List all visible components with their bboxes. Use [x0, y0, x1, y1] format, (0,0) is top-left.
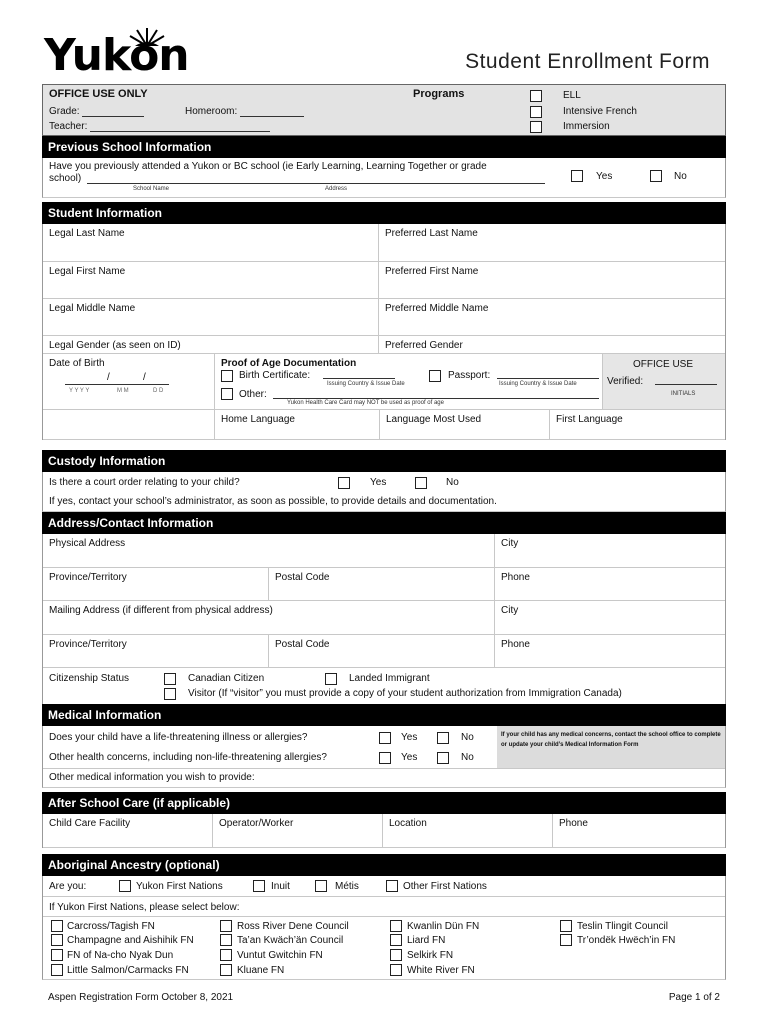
- fn-carcross-tagish-checkbox[interactable]: [51, 920, 63, 932]
- medical-section: Does your child have a life-threatening illness or allergies? Yes No Other health concerns, including non-life-threatening allergies? Yes No If your child has any medical concerns, contact the school office to complete or update your child’s Medical Information Form Other medical information you wish to provide:: [42, 726, 726, 788]
- footer-page-number: Page 1 of 2: [668, 992, 720, 1003]
- mailing-city-field[interactable]: City: [501, 605, 519, 616]
- phone-field[interactable]: Phone: [501, 572, 530, 583]
- birth-certificate-label: Birth Certificate:: [239, 370, 311, 381]
- other-proof-label: Other:: [239, 389, 267, 400]
- immersion-checkbox[interactable]: [530, 121, 542, 133]
- medical-q2-no-checkbox[interactable]: [437, 752, 449, 764]
- office-use-verify-title: OFFICE USE: [633, 359, 694, 370]
- after-school-phone-field[interactable]: Phone: [559, 818, 588, 829]
- fn-little-salmon-carmacks-checkbox[interactable]: [51, 964, 63, 976]
- legal-first-name-field[interactable]: Legal First Name: [43, 262, 379, 298]
- mailing-address-field[interactable]: Mailing Address (if different from physical address): [43, 601, 495, 634]
- form-header: [42, 28, 728, 82]
- proof-of-age-title: Proof of Age Documentation: [221, 358, 357, 369]
- address-caption: Address: [325, 186, 348, 192]
- fn-teslin-tlingit-checkbox[interactable]: [560, 920, 572, 932]
- programs-label: Programs: [413, 88, 465, 100]
- previous-school-field[interactable]: [87, 183, 545, 184]
- fn-kluane-checkbox[interactable]: [220, 964, 232, 976]
- passport-label: Passport:: [448, 370, 491, 381]
- legal-last-name-field[interactable]: Legal Last Name: [43, 224, 379, 261]
- verified-initials-field[interactable]: [655, 384, 717, 385]
- other-medical-label: Other medical information you wish to provide:: [49, 772, 255, 783]
- fn-trondek-hwechin-checkbox[interactable]: [560, 934, 572, 946]
- preferred-first-name-field[interactable]: Preferred First Name: [385, 266, 479, 277]
- canadian-citizen-checkbox[interactable]: [164, 673, 176, 685]
- office-use-section: OFFICE USE ONLY Grade: Homeroom: Teacher: Programs ELL Intensive French Immersion: [42, 84, 726, 136]
- form-title: Student Enrollment Form: [465, 50, 710, 73]
- language-most-used-field[interactable]: Language Most Used: [380, 410, 550, 439]
- fn-liard-checkbox[interactable]: [390, 934, 402, 946]
- preferred-gender-field[interactable]: Preferred Gender: [385, 340, 463, 351]
- grade-field[interactable]: [82, 107, 144, 117]
- birth-certificate-checkbox[interactable]: [221, 370, 233, 382]
- teacher-field[interactable]: [90, 122, 270, 132]
- after-school-header: After School Care (if applicable): [42, 792, 726, 814]
- footer-form-date: Aspen Registration Form October 8, 2021: [48, 992, 234, 1003]
- fn-kwanlin-dun-checkbox[interactable]: [390, 920, 402, 932]
- custody-section: [42, 472, 726, 512]
- operator-worker-field[interactable]: Operator/Worker: [213, 814, 383, 847]
- ell-checkbox[interactable]: [530, 90, 542, 102]
- homeroom-field[interactable]: [240, 107, 304, 117]
- student-row-first-name: [43, 262, 725, 299]
- previous-school-yes-label: Yes: [596, 171, 613, 182]
- aboriginal-header: Aboriginal Ancestry (optional): [42, 854, 726, 876]
- page-footer: [48, 992, 720, 1003]
- mailing-postal-code-field[interactable]: Postal Code: [269, 635, 495, 667]
- location-field[interactable]: Location: [383, 814, 553, 847]
- child-care-facility-field[interactable]: Child Care Facility: [43, 814, 213, 847]
- custody-no-checkbox[interactable]: [415, 477, 427, 489]
- fn-na-cho-nyak-dun-checkbox[interactable]: [51, 949, 63, 961]
- passport-field[interactable]: [497, 378, 599, 379]
- enrollment-form: [42, 84, 726, 980]
- grade-label: Grade:: [49, 106, 80, 117]
- intensive-french-checkbox[interactable]: [530, 106, 542, 118]
- after-school-section: [42, 814, 726, 848]
- student-row-languages: [43, 410, 725, 440]
- metis-checkbox[interactable]: [315, 880, 327, 892]
- passport-checkbox[interactable]: [429, 370, 441, 382]
- yukon-first-nations-checkbox[interactable]: [119, 880, 131, 892]
- visitor-checkbox[interactable]: [164, 688, 176, 700]
- select-first-nation-label: If Yukon First Nations, please select below:: [49, 902, 240, 913]
- medical-note: If your child has any medical concerns, contact the school office to complete or update your child’s Medical Information Form: [497, 726, 725, 768]
- teacher-label: Teacher:: [49, 121, 88, 132]
- fn-white-river-checkbox[interactable]: [390, 964, 402, 976]
- landed-immigrant-checkbox[interactable]: [325, 673, 337, 685]
- dob-slash-2: /: [143, 372, 146, 383]
- legal-gender-field[interactable]: Legal Gender (as seen on ID): [43, 336, 379, 353]
- medical-q1-yes-checkbox[interactable]: [379, 732, 391, 744]
- proof-of-age-cell: Proof of Age Documentation Birth Certificate: Issuing Country & Issue Date Passport: Issuing Country & Issue Date Other: Yukon Health Care Card may NOT be used as proof of age: [215, 354, 603, 409]
- preferred-middle-name-field[interactable]: Preferred Middle Name: [385, 303, 489, 314]
- previous-school-yes-checkbox[interactable]: [571, 170, 583, 182]
- healthcard-note: Yukon Health Care Card may NOT be used as proof of age: [287, 400, 444, 406]
- landed-immigrant-label: Landed Immigrant: [349, 673, 430, 684]
- homeroom-label: Homeroom:: [185, 106, 238, 117]
- student-info-header: Student Information: [42, 202, 726, 224]
- office-use-verify-cell: OFFICE USE Verified: INITIALS: [603, 354, 725, 409]
- home-language-field[interactable]: Home Language: [215, 410, 380, 439]
- previous-school-question: Have you previously attended a Yukon or BC school (ie Early Learning, Learning Together or grade: [49, 161, 487, 172]
- medical-header: Medical Information: [42, 704, 726, 726]
- medical-q2-yes-checkbox[interactable]: [379, 752, 391, 764]
- citizenship-row: [43, 668, 725, 704]
- inuit-checkbox[interactable]: [253, 880, 265, 892]
- custody-question: Is there a court order relating to your child?: [49, 477, 240, 488]
- verified-label: Verified:: [607, 376, 644, 387]
- previous-school-no-label: No: [674, 171, 687, 182]
- visitor-label: Visitor (If “visitor” you must provide a copy of your student authorization from Immigration Canada): [188, 688, 622, 699]
- student-row-last-name: [43, 224, 725, 262]
- fn-taan-kwachan-checkbox[interactable]: [220, 934, 232, 946]
- custody-yes-label: Yes: [370, 477, 387, 488]
- yukon-logo: Yukon: [44, 30, 189, 81]
- preferred-last-name-field[interactable]: Preferred Last Name: [385, 228, 478, 239]
- province-field[interactable]: Province/Territory: [43, 568, 269, 600]
- other-first-nations-checkbox[interactable]: [386, 880, 398, 892]
- fn-ross-river-checkbox[interactable]: [220, 920, 232, 932]
- student-row-dob-proof: [43, 354, 725, 410]
- aboriginal-section: Are you: Yukon First Nations Inuit Métis Other First Nations If Yukon First Nations, please select below: Carcross/Tagish FN Champagne and Aishihik FN FN of Na-cho Nyak Dun Little Salmon/Carmacks FN Ross River Dene Council Ta’an Kwäch’än Council Vuntut Gwitchin FN Kluane FN Kwanlin Dün FN Liard FN Selkirk FN White River FN Teslin Tlingit Council Tr’ondëk Hwëch’in FN: [42, 876, 726, 980]
- canadian-citizen-label: Canadian Citizen: [188, 673, 265, 684]
- custody-yes-checkbox[interactable]: [338, 477, 350, 489]
- address-section: [42, 534, 726, 704]
- school-name-caption: School Name: [133, 186, 170, 192]
- fn-champagne-aishihik-checkbox[interactable]: [51, 934, 63, 946]
- physical-address-field[interactable]: Physical Address: [43, 534, 495, 567]
- student-row-middle-name: [43, 299, 725, 336]
- fn-vuntut-gwitchin-checkbox[interactable]: [220, 949, 232, 961]
- student-info-section: [42, 224, 726, 440]
- custody-header: Custody Information: [42, 450, 726, 472]
- medical-q1: Does your child have a life-threatening illness or allergies?: [49, 732, 308, 743]
- office-use-title: OFFICE USE ONLY: [49, 88, 148, 100]
- first-language-field[interactable]: First Language: [556, 414, 623, 425]
- custody-note: If yes, contact your school’s administrator, as soon as possible, to provide details and documentation.: [49, 496, 497, 507]
- city-field[interactable]: City: [501, 538, 519, 549]
- are-you-label: Are you:: [49, 881, 87, 892]
- citizenship-label: Citizenship Status: [49, 673, 130, 684]
- previous-school-header: Previous School Information: [42, 136, 726, 158]
- legal-middle-name-field[interactable]: Legal Middle Name: [43, 299, 379, 335]
- address-header: Address/Contact Information: [42, 512, 726, 534]
- medical-q1-no-checkbox[interactable]: [437, 732, 449, 744]
- previous-school-no-checkbox[interactable]: [650, 170, 662, 182]
- student-row-gender: [43, 336, 725, 354]
- dob-slash-1: /: [107, 372, 110, 383]
- previous-school-section: [42, 158, 726, 198]
- date-of-birth-field[interactable]: Date of Birth / / Y Y Y Y M M D D: [43, 354, 215, 409]
- birth-certificate-field[interactable]: [323, 378, 395, 379]
- fn-selkirk-checkbox[interactable]: [390, 949, 402, 961]
- other-proof-field[interactable]: [273, 398, 599, 399]
- previous-school-question-cont: school): [49, 173, 82, 184]
- mailing-phone-field[interactable]: Phone: [501, 639, 530, 650]
- postal-code-field[interactable]: Postal Code: [269, 568, 495, 600]
- mailing-province-field[interactable]: Province/Territory: [43, 635, 269, 667]
- custody-no-label: No: [446, 477, 459, 488]
- medical-q2: Other health concerns, including non-life-threatening allergies?: [49, 752, 327, 763]
- other-proof-checkbox[interactable]: [221, 388, 233, 400]
